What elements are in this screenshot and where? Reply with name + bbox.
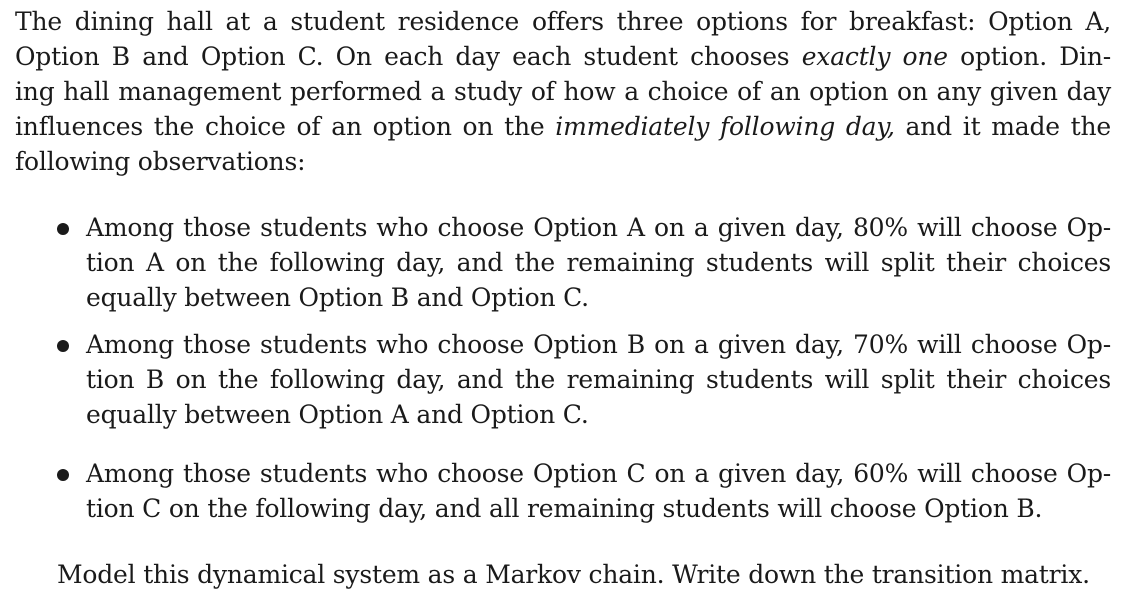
closing-instruction: Model this dynamical system as a Markov chain. Write down the transition matrix. xyxy=(57,560,1090,589)
bullet-icon xyxy=(57,469,69,481)
bullet-3-line-2: tion C on the following day, and all remaining students will choose Option B. xyxy=(86,494,1043,523)
intro-line-4 xyxy=(15,112,1111,142)
bullet-icon xyxy=(57,340,69,352)
bullet-1-line-3: equally between Option B and Option C. xyxy=(86,283,589,312)
intro-line-2 xyxy=(15,42,1111,72)
intro-line-4-end: and it made the xyxy=(894,112,1112,141)
intro-line-4-start: influences the choice of an option on the xyxy=(15,112,556,141)
bullet-1-line-1: Among those students who choose Option A on a given day, 80% will choose Op- xyxy=(86,213,1111,242)
bullet-3-line-1: Among those students who choose Option C on a given day, 60% will choose Op- xyxy=(86,459,1111,488)
intro-line-2-end: option. Din- xyxy=(947,42,1112,71)
intro-line-5: following observations: xyxy=(15,147,306,176)
bullet-2-line-1: Among those students who choose Option B on a given day, 70% will choose Op- xyxy=(86,330,1111,359)
bullet-2-line-3: equally between Option A and Option C. xyxy=(86,400,589,429)
intro-emphasis-exactly-one: exactly one xyxy=(801,42,948,71)
intro-line-3: ing hall management performed a study of how a choice of an option on any given day xyxy=(15,77,1111,106)
bullet-2-line-2: tion B on the following day, and the remaining students will split their choices xyxy=(86,365,1111,394)
intro-line-1: The dining hall at a student residence offers three options for breakfast: Option A, xyxy=(15,7,1111,36)
bullet-icon xyxy=(57,223,69,235)
intro-emphasis-immediately-following: immediately following day, xyxy=(555,112,895,141)
bullet-1-line-2: tion A on the following day, and the remaining students will split their choices xyxy=(86,248,1111,277)
intro-line-2-start: Option B and Option C. On each day each student chooses xyxy=(15,42,802,71)
